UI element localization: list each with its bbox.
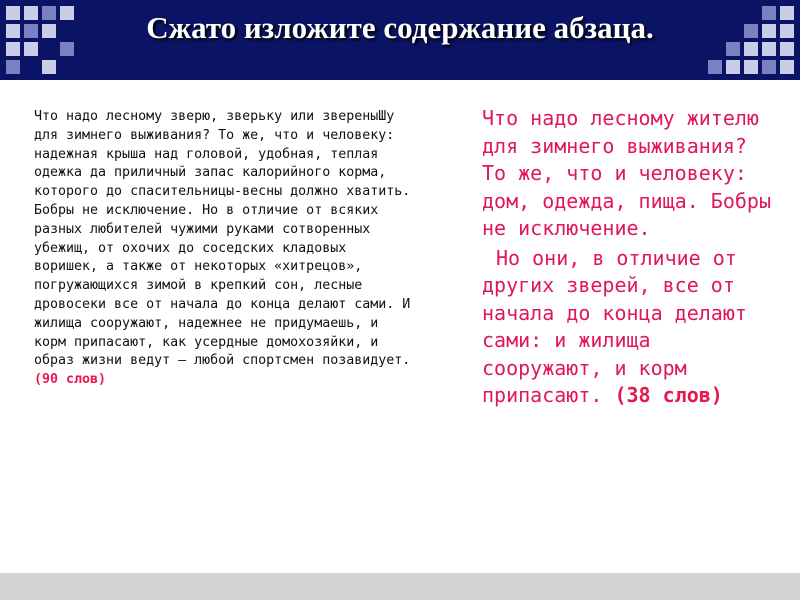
decor-square bbox=[780, 60, 794, 74]
original-paragraph bbox=[34, 108, 416, 390]
decor-square bbox=[6, 60, 20, 74]
footer-bar bbox=[0, 573, 800, 600]
condensed-paragraph bbox=[482, 105, 777, 410]
condensed-word-count: (38 слов) bbox=[614, 383, 723, 407]
decor-square bbox=[726, 60, 740, 74]
condensed-paragraph-2-text: Но они, в отличие от других зверей, все от начала до конца делают сами: и жилища сооружают, и корм припасают. bbox=[482, 245, 747, 407]
original-word-count: (90 слов) bbox=[34, 372, 107, 388]
original-paragraph-text: Что надо лесному зверю, зверьку или звереныШу для зимнего выживания? То же, что и человеку: надежная крыша над головой, удобная, теплая одежка да приличный запас калорийного корма, которого до спасительницы-весны должно хватить. Бобры не исключение. Но в отличие от всяких разных любителей чужими руками сотворенных убежищ, от охочих до соседских кладовых воришек, а также от некоторых «хитрецов», погружающихся зимой в крепкий сон, лесные дровосеки все от начала до конца делают сами. И жилища сооружают, надежнее не придумаешь, и корм припасают, как усердные домохозяйки, и образ жизни ведут – любой спортсмен позавидует. bbox=[34, 109, 411, 369]
decor-square bbox=[762, 60, 776, 74]
title-bar bbox=[0, 0, 800, 80]
decor-square bbox=[42, 60, 56, 74]
condensed-paragraph-2 bbox=[482, 245, 777, 410]
condensed-paragraph-1: Что надо лесному жителю для зимнего выживания? То же, что и человеку: дом, одежда, пища. Бобры не исключение. bbox=[482, 106, 771, 240]
decor-square bbox=[744, 60, 758, 74]
decor-square bbox=[708, 60, 722, 74]
slide-title: Сжато изложите содержание абзаца. bbox=[146, 10, 654, 45]
